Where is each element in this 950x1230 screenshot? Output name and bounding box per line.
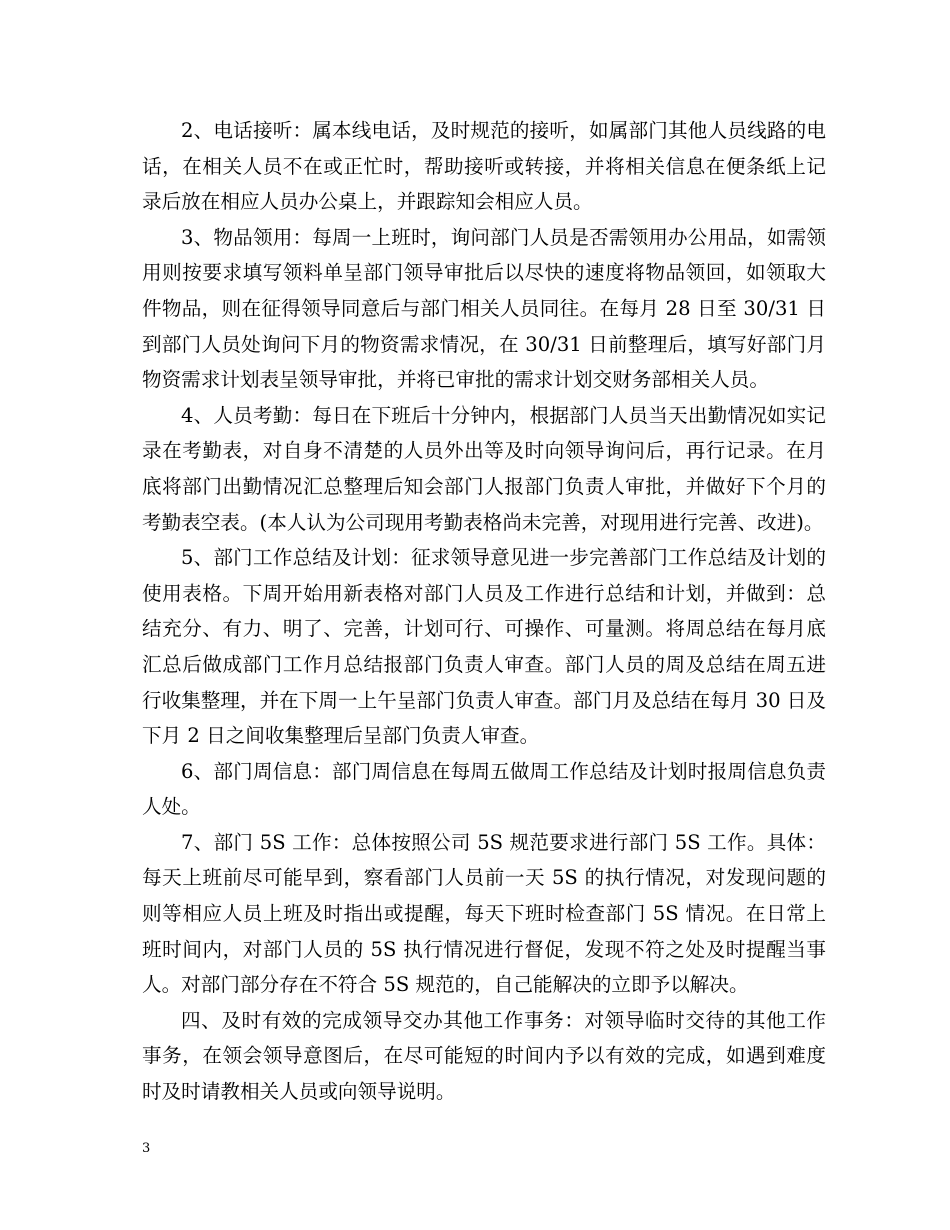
paragraph-supplies-requisition: 3、物品领用：每周一上班时，询问部门人员是否需领用办公用品，如需领用则按要求填写领料单呈部门领导审批后以尽快的速度将物品领回，如领取大件物品，则在征得领导同意后与部门相关人员同往。在每月 28 日至 30/31 日到部门人员处询问下月的物资需求情况，在 30/31 日前整理后，填写好部门月物资需求计划表呈领导审批，并将已审批的需求计划交财务部相关人员。 [142,225,826,392]
paragraph-work-summary-plan: 5、部门工作总结及计划：征求领导意见进一步完善部门工作总结及计划的使用表格。下周开始用新表格对部门人员及工作进行总结和计划，并做到：总结充分、有力、明了、完善，计划可行、可操作、可量测。将周总结在每月底汇总后做成部门工作月总结报部门负责人审查。部门人员的周及总结在周五进行收集整理，并在下周一上午呈部门负责人审查。部门月及总结在每月 30 日及下月 2 日之间收集整理后呈部门负责人审查。 [142,546,826,748]
paragraph-attendance: 4、人员考勤：每日在下班后十分钟内，根据部门人员当天出勤情况如实记录在考勤表，对自身不清楚的人员外出等及时向领导询问后，再行记录。在月底将部门出勤情况汇总整理后知会部门人报部门负责人审批，并做好下个月的考勤表空表。(本人认为公司现用考勤表格尚未完善，对现用进行完善、改进)。 [142,403,826,534]
document-body [142,113,826,1110]
paragraph-other-tasks: 四、及时有效的完成领导交办其他工作事务：对领导临时交待的其他工作事务，在领会领导意图后，在尽可能短的时间内予以有效的完成，如遇到难度时及时请教相关人员或向领导说明。 [142,1008,826,1104]
paragraph-weekly-info: 6、部门周信息：部门周信息在每周五做周工作总结及计划时报周信息负责人处。 [142,759,826,819]
paragraph-phone-answering: 2、电话接听：属本线电话，及时规范的接听，如属部门其他人员线路的电话，在相关人员不在或正忙时，帮助接听或转接，并将相关信息在便条纸上记录后放在相应人员办公桌上，并跟踪知会相应人员。 [142,119,826,214]
page-number: 3 [142,1141,151,1156]
paragraph-5s-work: 7、部门 5S 工作：总体按照公司 5S 规范要求进行部门 5S 工作。具体：每天上班前尽可能早到，察看部门人员前一天 5S 的执行情况，对发现问题的则等相应人员上班及时指出或提醒，每天下班时检查部门 5S 情况。在日常上班时间内，对部门人员的 5S 执行情况进行督促，发现不符之处及时提醒当事人。对部门部分存在不符合 5S 规范的，自己能解决的立即予以解决。 [142,830,826,997]
